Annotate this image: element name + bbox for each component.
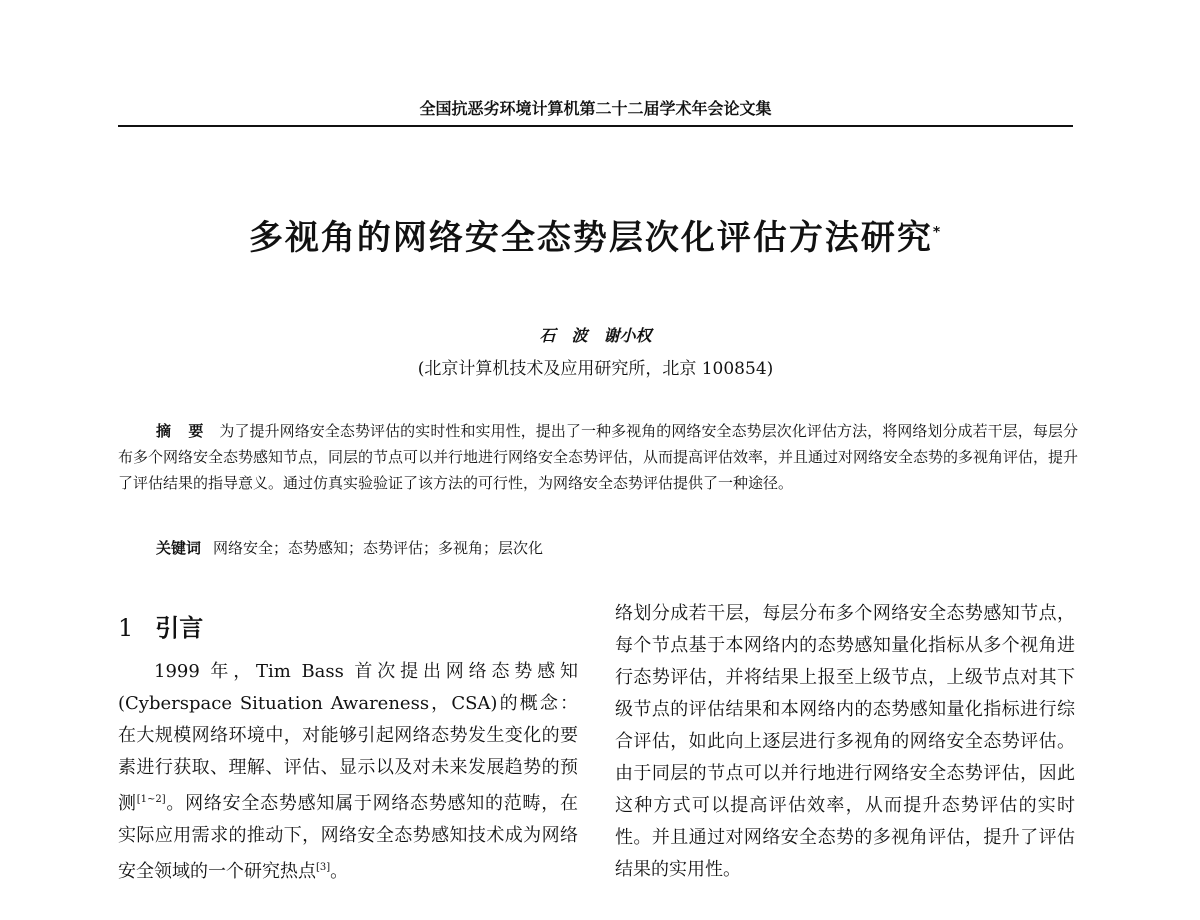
header-rule	[118, 125, 1073, 127]
right-column-paragraph: 络划分成若干层，每层分布多个网络安全态势感知节点，每个节点基于本网络内的态势感知量化指标从多个视角进行态势评估，并将结果上报至上级节点，上级节点对其下级节点的评估结果和本网络内的态势感知量化指标进行综合评估，如此向上逐层进行多视角的网络安全态势评估。由于同层的节点可以并行地进行网络安全态势评估，因此这种方式可以提高评估效率，从而提升态势评估的实时性。并且通过对网络安全态势的多视角评估，提升了评估结果的实用性。	[615, 603, 1075, 880]
citation: [1~2]	[136, 794, 166, 805]
left-column	[118, 598, 578, 888]
affiliation: (北京计算机技术及应用研究所，北京 100854)	[417, 359, 774, 379]
section-title: 引言	[155, 614, 204, 642]
keywords-label: 关键词	[156, 539, 202, 557]
paper-title-text: 多视角的网络安全态势层次化评估方法研究	[248, 218, 933, 258]
abstract-text: 为了提升网络安全态势评估的实时性和实用性，提出了一种多视角的网络安全态势层次化评估方法，将网络划分成若干层，每层分布多个网络安全态势感知节点，同层的节点可以并行地进行网络安全态势评估，从而提高评估效率，并且通过对网络安全态势的多视角评估，提升了评估结果的指导意义。通过仿真实验验证了该方法的可行性，为网络安全态势评估提供了一种途径。	[118, 422, 1079, 492]
running-header: 全国抗恶劣环境计算机第二十二届学术年会论文集	[419, 99, 772, 118]
section-heading	[118, 612, 578, 648]
section-number: 1	[118, 614, 134, 642]
paper-title	[118, 210, 1073, 259]
intro-text-2: 。网络安全态势感知属于网络态势感知的范畴，在实际应用需求的推动下，网络安全态势感知技术成为网络安全领域的一个研究热点	[118, 793, 579, 882]
right-column	[615, 598, 1075, 886]
keywords-text: 网络安全；态势感知；态势评估；多视角；层次化	[213, 539, 544, 557]
abstract	[118, 418, 1078, 496]
intro-text-3: 。	[330, 861, 349, 882]
keywords	[156, 537, 1076, 558]
intro-text-1: 1999 年，Tim Bass 首次提出网络态势感知(Cyberspace Situation Awareness，CSA)的概念：在大规模网络环境中，对能够引起网络态势发生变化的要素进行获取、理解、评估、显示以及对未来发展趋势的预测	[118, 661, 578, 814]
authors: 石 波 谢小权	[539, 326, 652, 345]
intro-paragraph	[118, 656, 578, 888]
abstract-label: 摘 要	[156, 422, 210, 440]
citation: [3]	[316, 862, 331, 873]
title-footnote-mark: *	[932, 224, 943, 241]
